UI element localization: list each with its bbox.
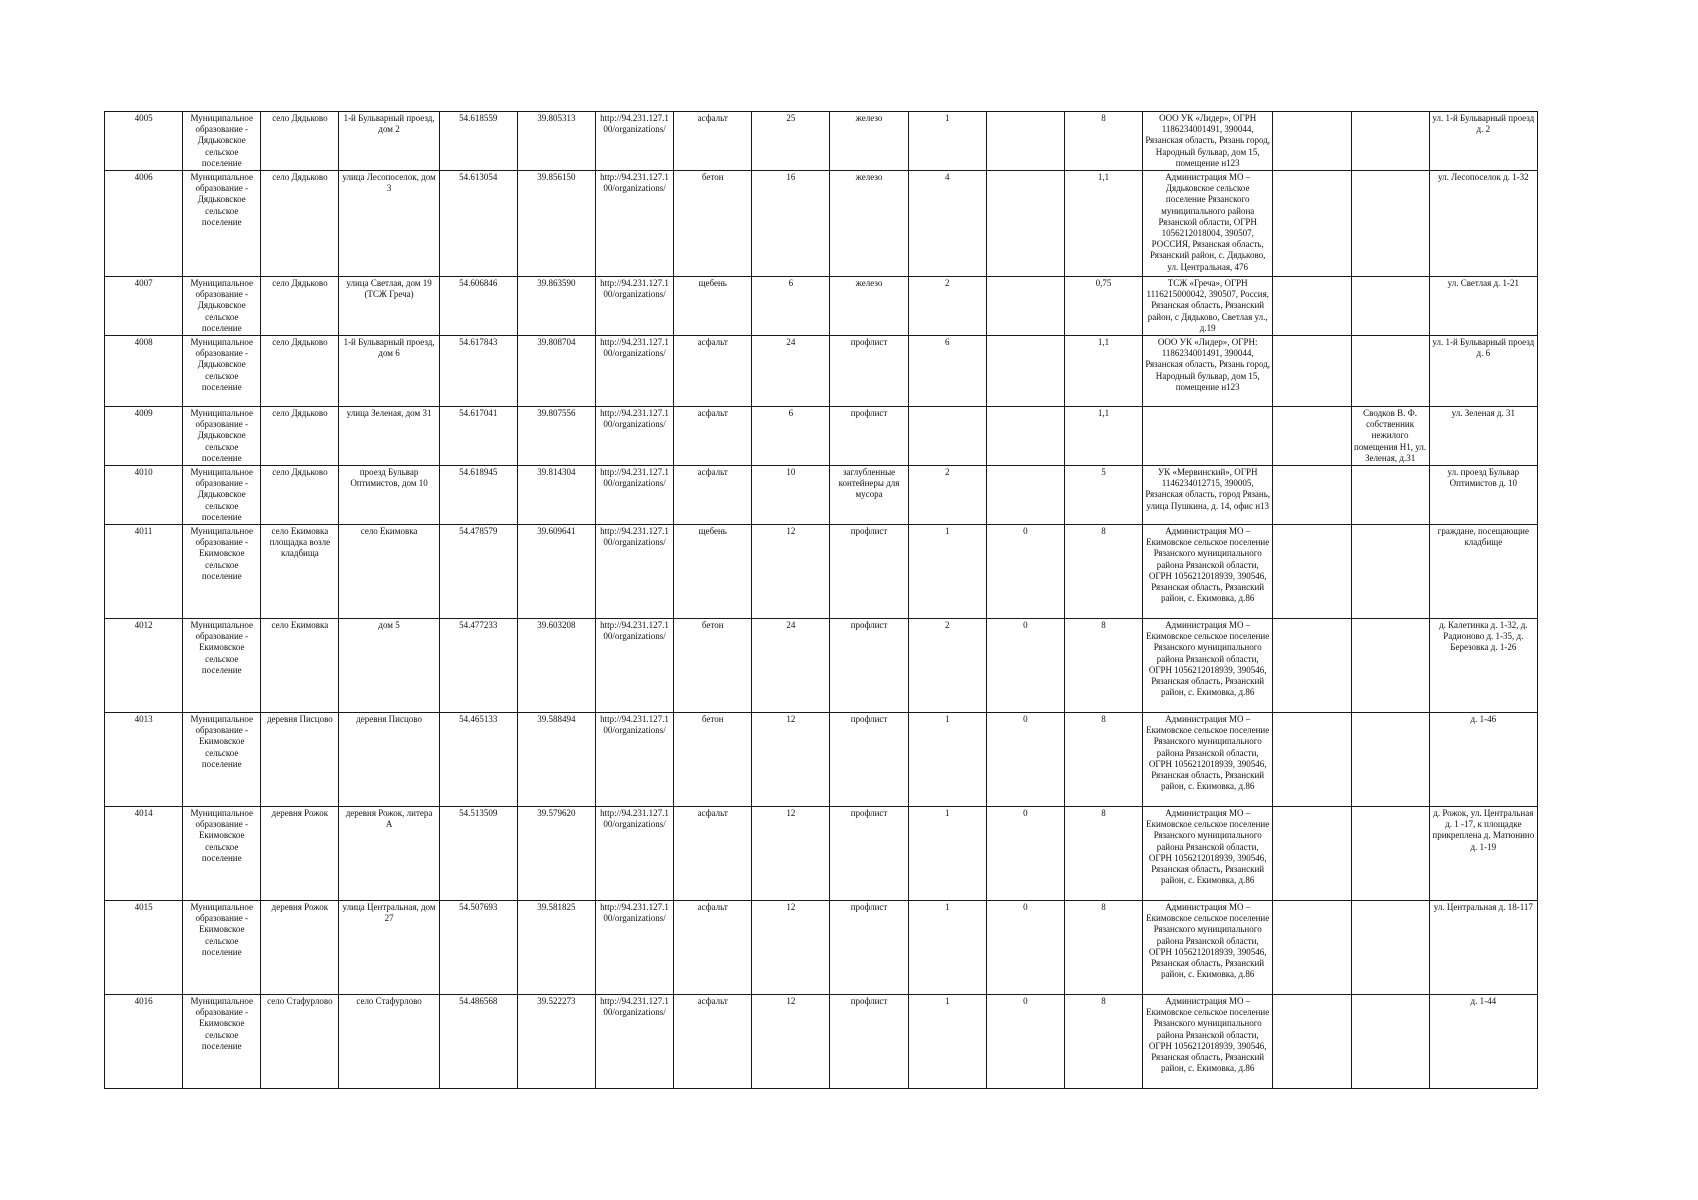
municipality-cell: Муниципальное образование - Екимовское сельское поселение — [183, 525, 261, 619]
other-owner-cell — [1351, 336, 1429, 407]
document-page — [104, 111, 1538, 1089]
extra-info-cell — [1273, 336, 1351, 407]
waste-sites-registry-table — [104, 111, 1538, 1089]
site-number-cell: 4009 — [105, 407, 183, 466]
container-volume-cell: 8 — [1064, 995, 1142, 1089]
served-objects-cell: ул. 1-й Бульварный проезд д. 6 — [1429, 336, 1537, 407]
registry-link-cell: http://94.231.127.100/organizations/ — [595, 525, 673, 619]
site-number-cell: 4008 — [105, 336, 183, 407]
municipality-cell: Муниципальное образование - Дядьковское сельское поселение — [183, 277, 261, 336]
container-volume-cell: 8 — [1064, 619, 1142, 713]
municipality-cell: Муниципальное образование - Дядьковское сельское поселение — [183, 466, 261, 525]
registry-link-cell: http://94.231.127.100/organizations/ — [595, 995, 673, 1089]
municipality-cell: Муниципальное образование - Дядьковское сельское поселение — [183, 407, 261, 466]
container-count-cell: 1 — [908, 112, 986, 171]
address-cell: улица Светлая, дом 19 (ТСЖ Греча) — [339, 277, 439, 336]
address-cell: улица Лесопоселок, дом 3 — [339, 171, 439, 277]
container-volume-cell: 1,1 — [1064, 171, 1142, 277]
owner-cell: ТСЖ «Греча», ОГРН 1116215000042, 390507, Россия, Рязанская область, Рязанский район, с Дядьково, Светлая ул., д.19 — [1143, 277, 1273, 336]
container-volume-cell: 8 — [1064, 525, 1142, 619]
address-cell: деревня Писцово — [339, 713, 439, 807]
area-cell: 6 — [752, 277, 830, 336]
fence-type-cell: профлист — [830, 525, 908, 619]
container-volume-cell: 5 — [1064, 466, 1142, 525]
extra-info-cell — [1273, 277, 1351, 336]
fence-type-cell: профлист — [830, 713, 908, 807]
other-owner-cell — [1351, 171, 1429, 277]
area-cell: 25 — [752, 112, 830, 171]
other-owner-cell — [1351, 525, 1429, 619]
table-row — [105, 336, 1538, 407]
served-objects-cell: ул. Лесопоселок д. 1-32 — [1429, 171, 1537, 277]
owner-cell: Администрация МО – Екимовское сельское поселение Рязанского муниципального района Рязанской области, ОГРН 1056212018939, 390546, Рязанская область, Рязанский район, с. Екимовка, д.86 — [1143, 619, 1273, 713]
other-owner-cell — [1351, 995, 1429, 1089]
other-owner-cell — [1351, 901, 1429, 995]
container-volume-cell: 8 — [1064, 807, 1142, 901]
table-row — [105, 619, 1538, 713]
site-number-cell: 4015 — [105, 901, 183, 995]
container-count-cell: 2 — [908, 466, 986, 525]
container-count-cell: 1 — [908, 713, 986, 807]
fence-type-cell: железо — [830, 112, 908, 171]
extra-info-cell — [1273, 713, 1351, 807]
other-owner-cell: Сводков В. Ф. собственник нежилого помещения Н1, ул. Зеленая, д.31 — [1351, 407, 1429, 466]
container-volume-cell: 8 — [1064, 901, 1142, 995]
municipality-cell: Муниципальное образование - Екимовское сельское поселение — [183, 619, 261, 713]
address-cell: 1-й Бульварный проезд, дом 6 — [339, 336, 439, 407]
owner-cell: Администрация МО – Дядьковское сельское поселение Рязанского муниципального района Рязанской области, ОГРН 1056212018004, 390507, РОССИЯ, Рязанская область, Рязанский район, с. Дядьково, ул. Центральная, 476 — [1143, 171, 1273, 277]
owner-cell: Администрация МО – Екимовское сельское поселение Рязанского муниципального района Рязанской области, ОГРН 1056212018939, 390546, Рязанская область, Рязанский район, с. Екимовка, д.86 — [1143, 713, 1273, 807]
municipality-cell: Муниципальное образование - Дядьковское сельское поселение — [183, 336, 261, 407]
served-objects-cell: ул. Светлая д. 1-21 — [1429, 277, 1537, 336]
fence-type-cell: железо — [830, 277, 908, 336]
surface-type-cell: асфальт — [674, 995, 752, 1089]
latitude-cell: 54.606846 — [439, 277, 517, 336]
bunker-count-cell — [986, 336, 1064, 407]
fence-type-cell: профлист — [830, 807, 908, 901]
registry-link-cell: http://94.231.127.100/organizations/ — [595, 619, 673, 713]
extra-info-cell — [1273, 112, 1351, 171]
surface-type-cell: асфальт — [674, 336, 752, 407]
longitude-cell: 39.588494 — [517, 713, 595, 807]
table-row — [105, 525, 1538, 619]
table-row — [105, 713, 1538, 807]
municipality-cell: Муниципальное образование - Дядьковское сельское поселение — [183, 171, 261, 277]
area-cell: 12 — [752, 525, 830, 619]
owner-cell: Администрация МО – Екимовское сельское поселение Рязанского муниципального района Рязанской области, ОГРН 1056212018939, 390546, Рязанская область, Рязанский район, с. Екимовка, д.86 — [1143, 807, 1273, 901]
area-cell: 24 — [752, 619, 830, 713]
bunker-count-cell: 0 — [986, 807, 1064, 901]
served-objects-cell: д. 1-46 — [1429, 713, 1537, 807]
latitude-cell: 54.613054 — [439, 171, 517, 277]
site-number-cell: 4007 — [105, 277, 183, 336]
address-cell: улица Центральная, дом 27 — [339, 901, 439, 995]
bunker-count-cell: 0 — [986, 901, 1064, 995]
settlement-cell: село Дядьково — [261, 336, 339, 407]
address-cell: дом 5 — [339, 619, 439, 713]
surface-type-cell: асфальт — [674, 901, 752, 995]
surface-type-cell: бетон — [674, 619, 752, 713]
owner-cell: ООО УК «Лидер», ОГРН: 1186234001491, 390044, Рязанская область, Рязань город, Народный бульвар, дом 15, помещение н123 — [1143, 336, 1273, 407]
municipality-cell: Муниципальное образование - Екимовское сельское поселение — [183, 995, 261, 1089]
latitude-cell: 54.465133 — [439, 713, 517, 807]
owner-cell: ООО УК «Лидер», ОГРН 1186234001491, 390044, Рязанская область, Рязань город, Народный бульвар, дом 15, помещение н123 — [1143, 112, 1273, 171]
site-number-cell: 4006 — [105, 171, 183, 277]
site-number-cell: 4016 — [105, 995, 183, 1089]
latitude-cell: 54.617041 — [439, 407, 517, 466]
bunker-count-cell: 0 — [986, 713, 1064, 807]
container-count-cell: 1 — [908, 901, 986, 995]
site-number-cell: 4010 — [105, 466, 183, 525]
surface-type-cell: щебень — [674, 525, 752, 619]
registry-link-cell: http://94.231.127.100/organizations/ — [595, 112, 673, 171]
container-count-cell: 1 — [908, 525, 986, 619]
longitude-cell: 39.603208 — [517, 619, 595, 713]
container-volume-cell: 1,1 — [1064, 336, 1142, 407]
surface-type-cell: асфальт — [674, 807, 752, 901]
served-objects-cell: граждане, посещающие кладбище — [1429, 525, 1537, 619]
area-cell: 12 — [752, 807, 830, 901]
area-cell: 24 — [752, 336, 830, 407]
bunker-count-cell — [986, 171, 1064, 277]
settlement-cell: село Дядьково — [261, 277, 339, 336]
other-owner-cell — [1351, 619, 1429, 713]
latitude-cell: 54.617843 — [439, 336, 517, 407]
table-row — [105, 407, 1538, 466]
bunker-count-cell — [986, 466, 1064, 525]
settlement-cell: село Дядьково — [261, 112, 339, 171]
area-cell: 6 — [752, 407, 830, 466]
container-volume-cell: 1,1 — [1064, 407, 1142, 466]
registry-link-cell: http://94.231.127.100/organizations/ — [595, 807, 673, 901]
area-cell: 12 — [752, 713, 830, 807]
other-owner-cell — [1351, 466, 1429, 525]
bunker-count-cell — [986, 112, 1064, 171]
latitude-cell: 54.478579 — [439, 525, 517, 619]
table-row — [105, 995, 1538, 1089]
owner-cell: УК «Мервинский», ОГРН 1146234012715, 390005, Рязанская область, город Рязань, улица Пушкина, д. 14, офис н13 — [1143, 466, 1273, 525]
other-owner-cell — [1351, 807, 1429, 901]
bunker-count-cell: 0 — [986, 525, 1064, 619]
owner-cell — [1143, 407, 1273, 466]
served-objects-cell: д. Рожок, ул. Центральная д. 1 -17, к площадке прикреплена д. Матюнино д. 1-19 — [1429, 807, 1537, 901]
site-number-cell: 4013 — [105, 713, 183, 807]
area-cell: 16 — [752, 171, 830, 277]
bunker-count-cell: 0 — [986, 619, 1064, 713]
settlement-cell: деревня Рожок — [261, 901, 339, 995]
extra-info-cell — [1273, 901, 1351, 995]
served-objects-cell: ул. Центральная д. 18-117 — [1429, 901, 1537, 995]
settlement-cell: село Стафурлово — [261, 995, 339, 1089]
latitude-cell: 54.477233 — [439, 619, 517, 713]
latitude-cell: 54.507693 — [439, 901, 517, 995]
address-cell: 1-й Бульварный проезд, дом 2 — [339, 112, 439, 171]
address-cell: село Стафурлово — [339, 995, 439, 1089]
registry-link-cell: http://94.231.127.100/organizations/ — [595, 713, 673, 807]
container-volume-cell: 8 — [1064, 713, 1142, 807]
table-row — [105, 112, 1538, 171]
container-count-cell: 1 — [908, 995, 986, 1089]
longitude-cell: 39.814304 — [517, 466, 595, 525]
owner-cell: Администрация МО – Екимовское сельское поселение Рязанского муниципального района Рязанской области, ОГРН 1056212018939, 390546, Рязанская область, Рязанский район, с. Екимовка, д.86 — [1143, 901, 1273, 995]
table-row — [105, 807, 1538, 901]
municipality-cell: Муниципальное образование - Екимовское сельское поселение — [183, 807, 261, 901]
site-number-cell: 4012 — [105, 619, 183, 713]
area-cell: 12 — [752, 995, 830, 1089]
table-row — [105, 171, 1538, 277]
longitude-cell: 39.579620 — [517, 807, 595, 901]
longitude-cell: 39.807556 — [517, 407, 595, 466]
owner-cell: Администрация МО – Екимовское сельское поселение Рязанского муниципального района Рязанской области, ОГРН 1056212018939, 390546, Рязанская область, Рязанский район, с. Екимовка, д.86 — [1143, 995, 1273, 1089]
site-number-cell: 4014 — [105, 807, 183, 901]
served-objects-cell: д. Калетинка д. 1-32, д. Радионово д. 1-35, д. Березовка д. 1-26 — [1429, 619, 1537, 713]
longitude-cell: 39.581825 — [517, 901, 595, 995]
container-count-cell: 6 — [908, 336, 986, 407]
other-owner-cell — [1351, 277, 1429, 336]
settlement-cell: село Екимовка площадка возле кладбища — [261, 525, 339, 619]
area-cell: 12 — [752, 901, 830, 995]
longitude-cell: 39.609641 — [517, 525, 595, 619]
latitude-cell: 54.486568 — [439, 995, 517, 1089]
latitude-cell: 54.618945 — [439, 466, 517, 525]
extra-info-cell — [1273, 995, 1351, 1089]
container-count-cell: 1 — [908, 807, 986, 901]
surface-type-cell: щебень — [674, 277, 752, 336]
served-objects-cell: ул. 1-й Бульварный проезд д. 2 — [1429, 112, 1537, 171]
registry-link-cell: http://94.231.127.100/organizations/ — [595, 901, 673, 995]
other-owner-cell — [1351, 112, 1429, 171]
registry-link-cell: http://94.231.127.100/organizations/ — [595, 466, 673, 525]
other-owner-cell — [1351, 713, 1429, 807]
registry-link-cell: http://94.231.127.100/organizations/ — [595, 277, 673, 336]
site-number-cell: 4011 — [105, 525, 183, 619]
longitude-cell: 39.522273 — [517, 995, 595, 1089]
surface-type-cell: бетон — [674, 171, 752, 277]
surface-type-cell: бетон — [674, 713, 752, 807]
longitude-cell: 39.805313 — [517, 112, 595, 171]
area-cell: 10 — [752, 466, 830, 525]
latitude-cell: 54.513509 — [439, 807, 517, 901]
address-cell: улица Зеленая, дом 31 — [339, 407, 439, 466]
table-row — [105, 466, 1538, 525]
table-row — [105, 901, 1538, 995]
fence-type-cell: профлист — [830, 995, 908, 1089]
registry-link-cell: http://94.231.127.100/organizations/ — [595, 171, 673, 277]
bunker-count-cell — [986, 277, 1064, 336]
longitude-cell: 39.863590 — [517, 277, 595, 336]
table-body — [105, 112, 1538, 1089]
registry-link-cell: http://94.231.127.100/organizations/ — [595, 336, 673, 407]
served-objects-cell: ул. проезд Бульвар Оптимистов д. 10 — [1429, 466, 1537, 525]
container-volume-cell: 8 — [1064, 112, 1142, 171]
fence-type-cell: заглубленные контейнеры для мусора — [830, 466, 908, 525]
municipality-cell: Муниципальное образование - Дядьковское сельское поселение — [183, 112, 261, 171]
extra-info-cell — [1273, 171, 1351, 277]
bunker-count-cell — [986, 407, 1064, 466]
container-count-cell: 4 — [908, 171, 986, 277]
extra-info-cell — [1273, 619, 1351, 713]
longitude-cell: 39.808704 — [517, 336, 595, 407]
surface-type-cell: асфальт — [674, 112, 752, 171]
fence-type-cell: профлист — [830, 336, 908, 407]
municipality-cell: Муниципальное образование - Екимовское сельское поселение — [183, 901, 261, 995]
settlement-cell: село Екимовка — [261, 619, 339, 713]
container-count-cell: 2 — [908, 619, 986, 713]
municipality-cell: Муниципальное образование - Екимовское сельское поселение — [183, 713, 261, 807]
registry-link-cell: http://94.231.127.100/organizations/ — [595, 407, 673, 466]
served-objects-cell: д. 1-44 — [1429, 995, 1537, 1089]
table-row — [105, 277, 1538, 336]
fence-type-cell: профлист — [830, 619, 908, 713]
container-count-cell: 2 — [908, 277, 986, 336]
surface-type-cell: асфальт — [674, 407, 752, 466]
bunker-count-cell: 0 — [986, 995, 1064, 1089]
container-volume-cell: 0,75 — [1064, 277, 1142, 336]
extra-info-cell — [1273, 407, 1351, 466]
fence-type-cell: железо — [830, 171, 908, 277]
fence-type-cell: профлист — [830, 901, 908, 995]
settlement-cell: село Дядьково — [261, 171, 339, 277]
fence-type-cell: профлист — [830, 407, 908, 466]
extra-info-cell — [1273, 525, 1351, 619]
owner-cell: Администрация МО – Екимовское сельское поселение Рязанского муниципального района Рязанской области, ОГРН 1056212018939, 390546, Рязанская область, Рязанский район, с. Екимовка, д.86 — [1143, 525, 1273, 619]
address-cell: проезд Бульвар Оптимистов, дом 10 — [339, 466, 439, 525]
settlement-cell: село Дядьково — [261, 407, 339, 466]
address-cell: деревня Рожок, литера А — [339, 807, 439, 901]
extra-info-cell — [1273, 466, 1351, 525]
latitude-cell: 54.618559 — [439, 112, 517, 171]
address-cell: село Екимовка — [339, 525, 439, 619]
container-count-cell — [908, 407, 986, 466]
settlement-cell: деревня Рожок — [261, 807, 339, 901]
settlement-cell: село Дядьково — [261, 466, 339, 525]
surface-type-cell: асфальт — [674, 466, 752, 525]
longitude-cell: 39.856150 — [517, 171, 595, 277]
extra-info-cell — [1273, 807, 1351, 901]
settlement-cell: деревня Писцово — [261, 713, 339, 807]
served-objects-cell: ул. Зеленая д. 31 — [1429, 407, 1537, 466]
site-number-cell: 4005 — [105, 112, 183, 171]
